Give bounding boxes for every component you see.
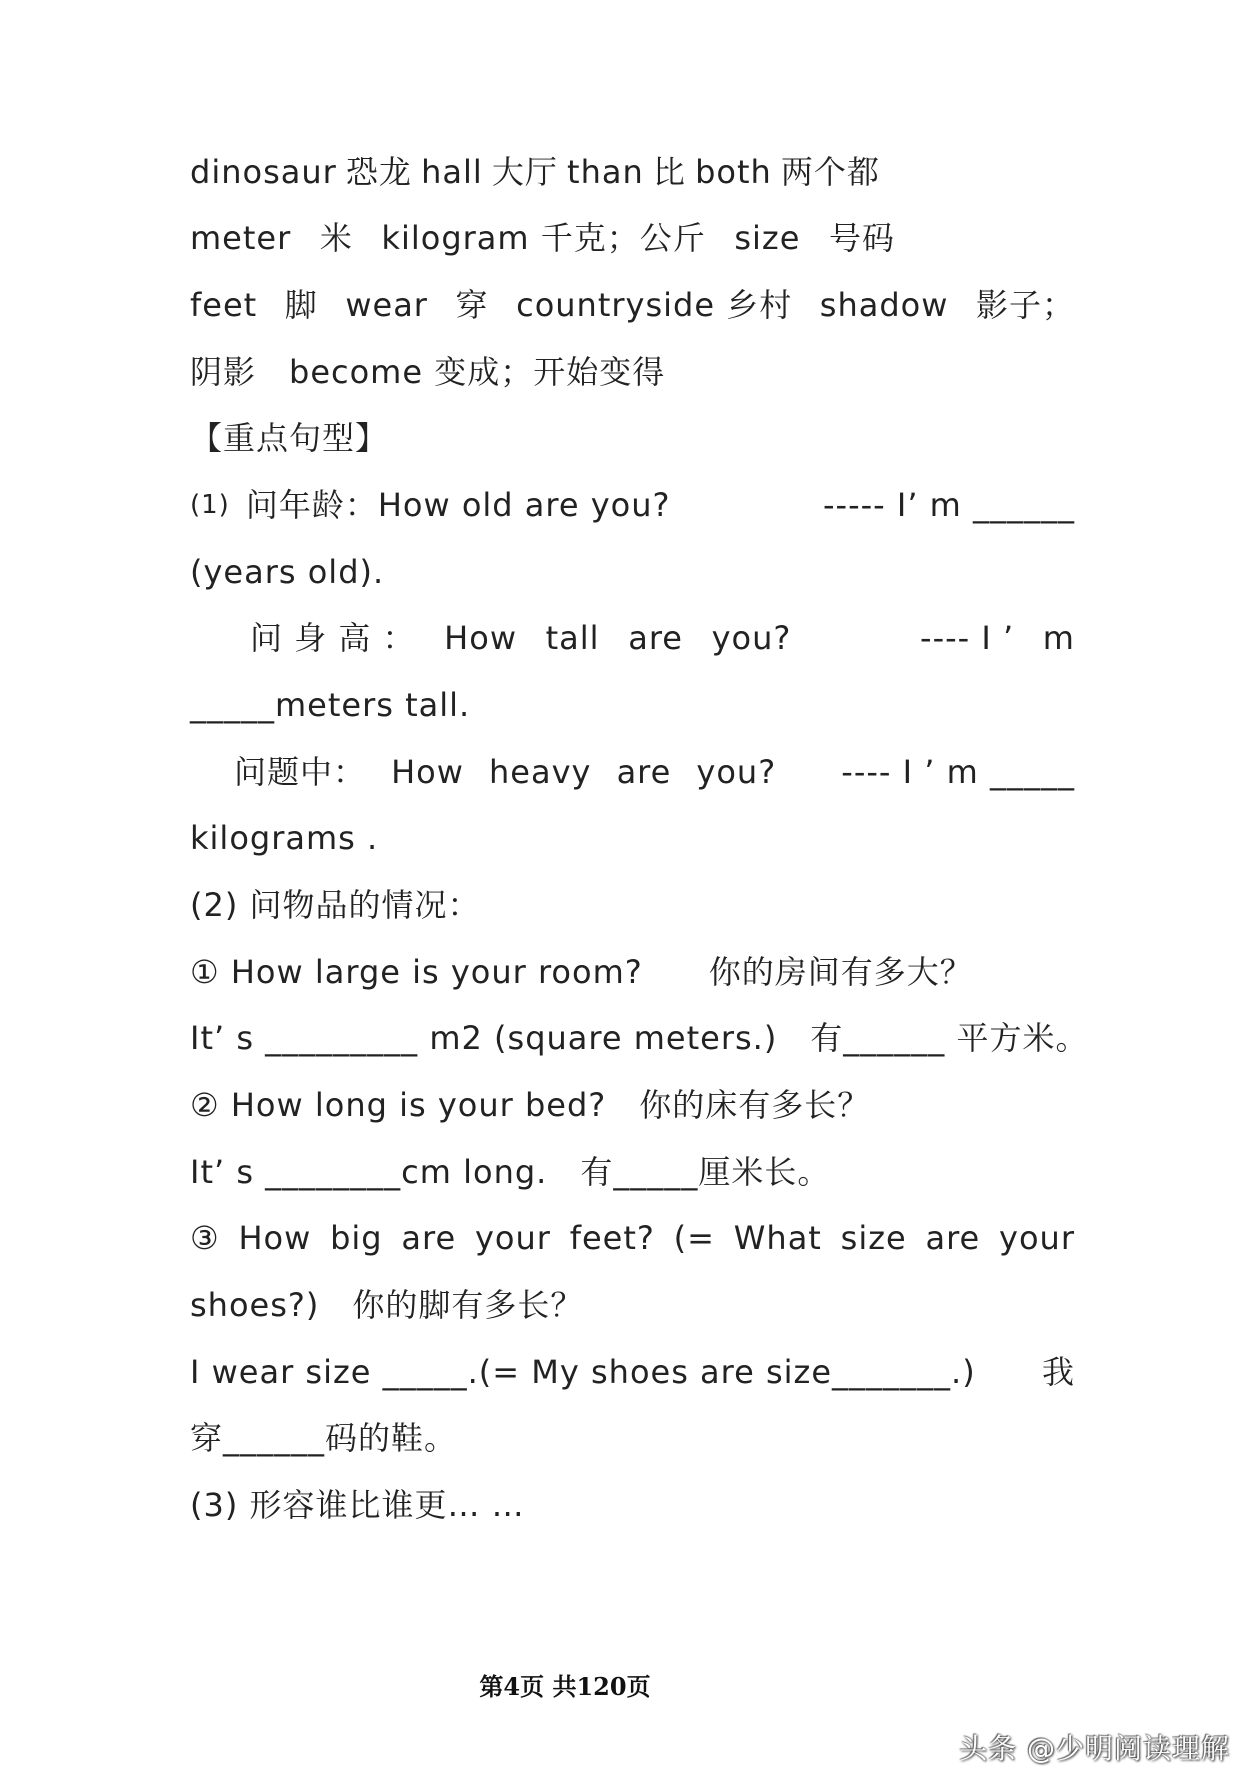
- question-word: are: [925, 1219, 981, 1257]
- vocab-meaning: 大厅: [491, 153, 558, 191]
- bed-question: ② How long is your bed? 你的床有多长？: [190, 1086, 871, 1124]
- vocab-word: dinosaur: [190, 153, 337, 191]
- weight-answer-cont: kilograms .: [190, 819, 379, 857]
- page-number: 第4页 共120页: [479, 1672, 651, 1701]
- answer-text: ---- I ’: [920, 619, 1015, 657]
- vocab-word: meter: [190, 219, 292, 257]
- question-word: you?: [696, 753, 777, 791]
- question-text: 问年龄：How old are you?: [245, 486, 671, 524]
- vocab-word: shadow: [819, 286, 949, 324]
- vocab-meaning: 恐龙: [345, 153, 412, 191]
- question-label: 问题中：: [234, 753, 367, 791]
- answer-text: I wear size _____.(= My shoes are size_______.): [190, 1353, 976, 1391]
- compare-title: (3) 形容谁比谁更… …: [190, 1486, 525, 1524]
- vocab-word: hall: [421, 153, 483, 191]
- vocab-word: feet: [190, 286, 258, 324]
- question-word: your: [474, 1219, 551, 1257]
- vocab-word: kilogram 千克；公斤: [381, 219, 706, 257]
- room-question: ① How large is your room? 你的房间有多大？: [190, 953, 973, 991]
- vocab-word: than: [567, 153, 644, 191]
- vocab-meaning: 脚: [284, 286, 318, 324]
- question-word: How: [391, 753, 464, 791]
- height-question: [250, 618, 1075, 658]
- vocab-word: wear: [345, 286, 428, 324]
- vocab-word: both: [695, 153, 772, 191]
- answer-text: ----- I’ m ______: [822, 486, 1075, 524]
- question-word: How: [238, 1219, 312, 1257]
- item-number: (1): [190, 490, 230, 520]
- question-word: How: [444, 619, 517, 657]
- items-title: (2) 问物品的情况：: [190, 886, 481, 924]
- vocab-meaning: 影子；: [975, 286, 1075, 324]
- age-answer-cont: (years old).: [190, 553, 385, 591]
- question-word: size: [840, 1219, 907, 1257]
- question-word: big: [330, 1219, 383, 1257]
- item-number: ③: [190, 1219, 220, 1257]
- vocab-meaning: 穿: [455, 286, 489, 324]
- age-question: [190, 485, 1075, 525]
- vocab-line-4: 阴影 become 变成；开始变得: [190, 353, 666, 391]
- feet-question: [190, 1218, 1075, 1258]
- question-word: are: [616, 753, 672, 791]
- feet-question-cont: shoes?) 你的脚有多长？: [190, 1286, 584, 1324]
- vocab-meaning: 米: [319, 219, 353, 257]
- vocab-meaning: 号码: [828, 219, 895, 257]
- shoe-answer: [190, 1352, 1075, 1392]
- question-word: (=: [673, 1219, 715, 1257]
- answer-text: m: [1042, 619, 1075, 657]
- vocab-word: size: [734, 219, 801, 257]
- shoe-answer-cont: 穿______码的鞋。: [190, 1419, 458, 1457]
- question-word: are: [401, 1219, 457, 1257]
- question-word: heavy: [489, 753, 592, 791]
- vocab-meaning: 比: [652, 153, 686, 191]
- section-title: 【重点句型】: [190, 419, 389, 457]
- vocab-line-1: [190, 152, 880, 192]
- room-answer: It’ s _________ m2 (square meters.) 有______ 平方米。: [190, 1019, 1089, 1057]
- weight-question: [234, 752, 1075, 792]
- question-word: What: [733, 1219, 822, 1257]
- vocab-meaning: 两个都: [780, 153, 880, 191]
- question-word: feet?: [569, 1219, 655, 1257]
- watermark: 头条 @少明阅读理解: [959, 1732, 1230, 1765]
- vocab-line-3: [190, 285, 1075, 325]
- bed-answer: It’ s ________cm long. 有_____厘米长。: [190, 1153, 831, 1191]
- question-word: are: [628, 619, 683, 657]
- answer-text: 我: [1041, 1353, 1075, 1391]
- height-answer-cont: _____meters tall.: [190, 686, 471, 724]
- question-word: your: [999, 1219, 1075, 1257]
- answer-text: ---- I ’ m _____: [841, 753, 1075, 791]
- question-word: tall: [545, 619, 600, 657]
- question-word: you?: [711, 619, 792, 657]
- vocab-word: countryside 乡村: [516, 286, 793, 324]
- vocab-line-2: [190, 218, 895, 258]
- question-label: 问 身 高 ：: [250, 619, 416, 657]
